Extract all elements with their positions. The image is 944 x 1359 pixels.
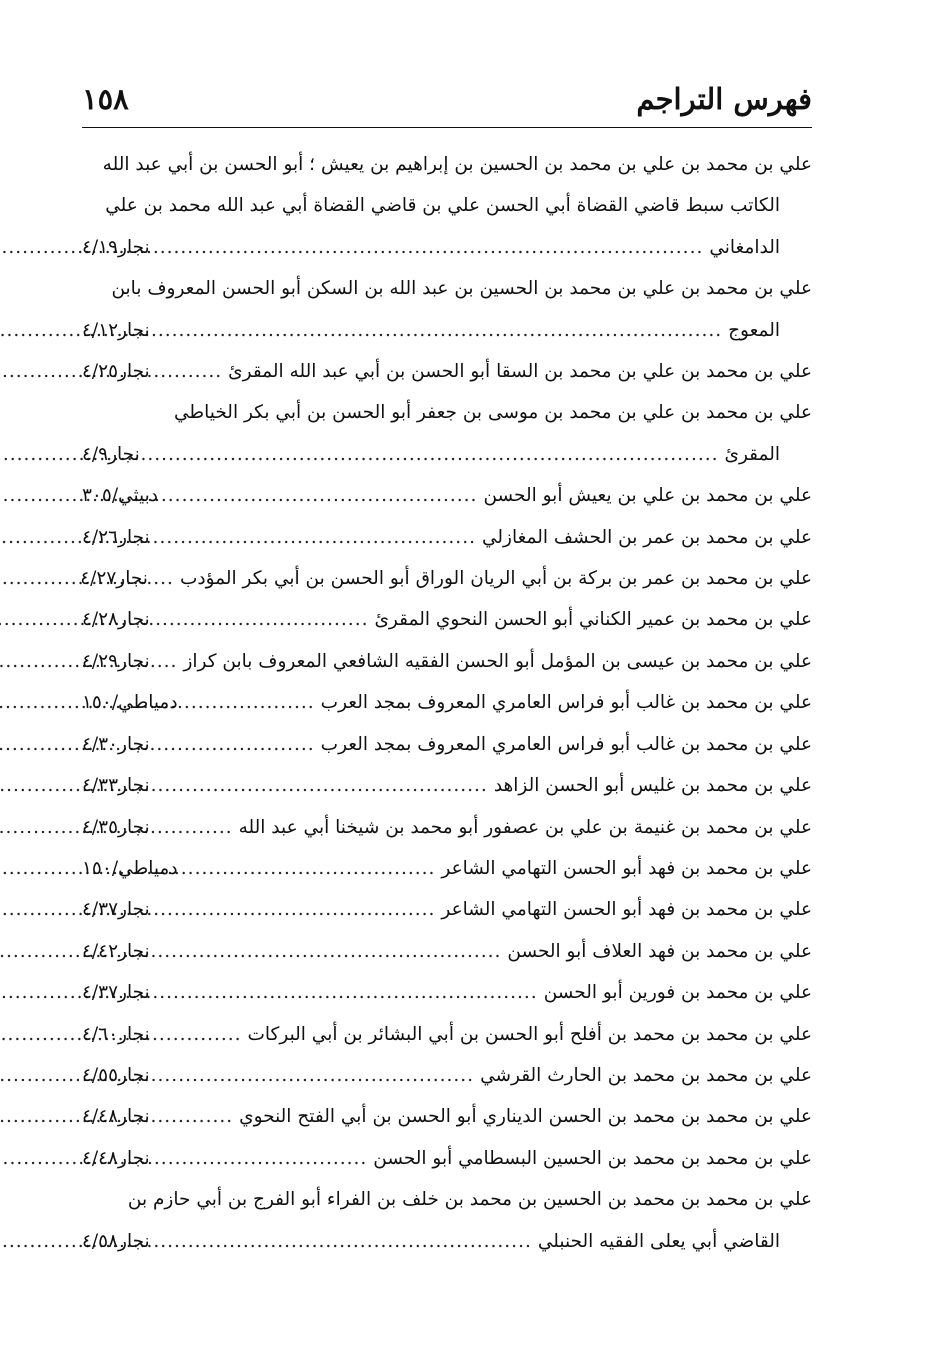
index-entry bbox=[82, 1055, 812, 1096]
dot-leader bbox=[150, 641, 184, 682]
entry-reference: نجار٤/٢٨ bbox=[82, 609, 150, 631]
entry-text: علي بن محمد بن علي بن يعيش أبو الحسن bbox=[483, 485, 812, 507]
entry-line bbox=[82, 1096, 812, 1137]
entry-continuation-line bbox=[82, 227, 812, 268]
entry-line bbox=[82, 558, 812, 599]
entry-text: علي بن محمد بن علي بن محمد بن الحسين بن إبراهيم بن يعيش ؛ أبو الحسن بن أبي عبد الله bbox=[102, 154, 812, 175]
index-entry bbox=[82, 1014, 812, 1055]
index-entry bbox=[82, 807, 812, 848]
index-entry bbox=[82, 268, 812, 351]
index-entry bbox=[82, 889, 812, 930]
entry-reference: نجار٤/٢٧ bbox=[80, 568, 148, 590]
index-entry bbox=[82, 724, 812, 765]
index-entry bbox=[82, 765, 812, 806]
entry-line bbox=[82, 641, 812, 682]
entry-reference: نجار٤/٢٥ bbox=[82, 361, 150, 383]
entry-text: علي بن محمد بن غليس أبو الحسن الزاهد bbox=[493, 775, 812, 797]
page-header bbox=[82, 70, 812, 128]
index-entry bbox=[82, 931, 812, 972]
index-entry bbox=[82, 1096, 812, 1137]
entry-line bbox=[82, 807, 812, 848]
entry-line bbox=[82, 972, 812, 1013]
entry-line bbox=[82, 1014, 812, 1055]
entry-text: علي بن محمد بن علي بن محمد بن الحسين بن عبد الله بن السكن أبو الحسن المعروف بابن bbox=[111, 278, 812, 300]
dot-leader bbox=[150, 765, 494, 806]
dot-leader bbox=[150, 517, 482, 558]
index-entry bbox=[82, 599, 812, 640]
entry-line bbox=[82, 144, 812, 185]
entry-line bbox=[82, 1055, 812, 1096]
entry-line bbox=[82, 1138, 812, 1179]
index-entry bbox=[82, 392, 812, 475]
dot-leader bbox=[150, 807, 239, 848]
entry-text: علي بن محمد بن محمد بن الحسين البسطامي أبو الحسن bbox=[373, 1147, 812, 1169]
entry-reference: نجار٤/٤٨ bbox=[82, 1147, 150, 1169]
dot-leader bbox=[150, 351, 228, 392]
entry-reference: نجار٤/٣٠ bbox=[82, 733, 150, 755]
entry-text: علي بن محمد بن محمد بن الحسين بن محمد بن خلف بن الفراء أبو الفرج بن أبي حازم بن bbox=[127, 1189, 812, 1211]
entry-reference: نجار٤/٥٨ bbox=[82, 1230, 150, 1252]
entry-line bbox=[82, 351, 812, 392]
page-title: فهرس التراجم bbox=[636, 82, 812, 116]
entry-reference: نجار٤/٩ bbox=[82, 443, 140, 465]
dot-leader bbox=[178, 848, 442, 889]
dot-leader bbox=[150, 1055, 480, 1096]
dot-leader bbox=[150, 1096, 239, 1137]
entry-line bbox=[82, 1179, 812, 1220]
entry-line bbox=[82, 682, 812, 723]
index-entry bbox=[82, 517, 812, 558]
entry-text: علي بن محمد بن غنيمة بن علي بن عصفور أبو محمد بن شيخنا أبي عبد الله bbox=[238, 816, 812, 838]
entry-line bbox=[82, 931, 812, 972]
index-entry bbox=[82, 144, 812, 268]
entry-reference: نجار٤/٢٩ bbox=[82, 650, 150, 672]
entry-text: علي بن محمد بن فورين أبو الحسن bbox=[543, 982, 812, 1004]
entry-reference: نجار٤/١٢ bbox=[82, 319, 150, 341]
entry-continuation-line bbox=[82, 310, 812, 351]
entry-text: علي بن محمد بن عيسى بن المؤمل أبو الحسن الفقيه الشافعي المعروف بابن كراز bbox=[183, 650, 812, 672]
index-entries bbox=[82, 144, 812, 1262]
dot-leader bbox=[150, 889, 442, 930]
entry-text: علي بن محمد بن فهد أبو الحسن التهامي الشاعر bbox=[441, 899, 812, 921]
entry-text: المعوج bbox=[728, 319, 780, 341]
entry-text: القاضي أبي يعلى الفقيه الحنبلي bbox=[537, 1230, 780, 1252]
entry-text: علي بن محمد بن علي بن محمد بن موسى بن جعفر أبو الحسن بن أبي بكر الخياطي bbox=[174, 402, 812, 424]
entry-line bbox=[82, 724, 812, 765]
header-rule bbox=[82, 127, 812, 128]
dot-leader bbox=[150, 724, 321, 765]
entry-line bbox=[82, 848, 812, 889]
entry-line bbox=[82, 392, 812, 433]
dot-leader bbox=[150, 972, 544, 1013]
dot-leader bbox=[150, 931, 508, 972]
entry-reference: نجار٤/٣٧ bbox=[82, 899, 150, 921]
entry-reference: دبيثي/٣٠٥ bbox=[82, 485, 159, 507]
entry-text: علي بن محمد بن فهد العلاف أبو الحسن bbox=[507, 940, 812, 962]
entry-reference: دمياطي/١٥٠ bbox=[82, 692, 178, 714]
entry-line bbox=[82, 599, 812, 640]
index-entry bbox=[82, 848, 812, 889]
entry-text: علي بن محمد بن غالب أبو فراس العامري المعروف بمجد العرب bbox=[320, 733, 812, 755]
entry-reference: نجار٤/٣٣ bbox=[82, 775, 150, 797]
entry-text: المقرئ bbox=[724, 443, 780, 465]
dot-leader bbox=[150, 310, 728, 351]
entry-text: الدامغاني bbox=[709, 236, 780, 258]
entry-text: علي بن محمد بن محمد بن أفلح أبو الحسن بن أبي البشائر بن أبي البركات bbox=[247, 1023, 812, 1045]
entry-line bbox=[82, 765, 812, 806]
entry-reference: نجار٤/٥٥ bbox=[82, 1064, 150, 1086]
entry-reference: نجار٤/٦٠ bbox=[82, 1023, 150, 1045]
index-entry bbox=[82, 972, 812, 1013]
entry-text: علي بن محمد بن فهد أبو الحسن التهامي الشاعر bbox=[441, 857, 812, 879]
entry-line bbox=[82, 517, 812, 558]
entry-line bbox=[82, 889, 812, 930]
entry-text: علي بن محمد بن عمر بن الحشف المغازلي bbox=[481, 526, 812, 548]
index-entry bbox=[82, 1179, 812, 1262]
index-entry bbox=[82, 475, 812, 516]
dot-leader bbox=[150, 599, 375, 640]
entry-line bbox=[82, 475, 812, 516]
entry-text: علي بن محمد بن محمد بن الحارث القرشي bbox=[480, 1064, 812, 1086]
dot-leader bbox=[178, 682, 321, 723]
entry-continuation-line bbox=[82, 1221, 812, 1262]
entry-reference: دمياطي/١٥٠ bbox=[82, 857, 178, 879]
entry-text: علي بن محمد بن غالب أبو فراس العامري المعروف بمجد العرب bbox=[320, 692, 812, 714]
entry-text: الكاتب سبط قاضي القضاة أبي الحسن علي بن قاضي القضاة أبي عبد الله محمد بن علي bbox=[105, 195, 780, 217]
index-entry bbox=[82, 558, 812, 599]
entry-text: علي بن محمد بن محمد بن الحسن الديناري أبو الحسن بن أبي الفتح النحوي bbox=[239, 1106, 812, 1128]
dot-leader bbox=[150, 1138, 374, 1179]
entry-reference: نجار٤/٣٧ bbox=[82, 982, 150, 1004]
entry-text: علي بن محمد بن عمر بن بركة بن أبي الريان الوراق أبو الحسن بن أبي بكر المؤدب bbox=[179, 568, 812, 590]
index-entry bbox=[82, 641, 812, 682]
index-entry bbox=[82, 1138, 812, 1179]
dot-leader bbox=[140, 434, 725, 475]
dot-leader bbox=[148, 558, 180, 599]
page-number: ١٥٨ bbox=[82, 82, 129, 116]
index-entry bbox=[82, 682, 812, 723]
entry-reference: نجار٤/٤٨ bbox=[82, 1106, 150, 1128]
entry-reference: نجار٤/١٩ bbox=[82, 236, 150, 258]
entry-reference: نجار٤/٤٢ bbox=[82, 940, 150, 962]
entry-continuation-line bbox=[82, 185, 812, 226]
entry-line bbox=[82, 268, 812, 309]
dot-leader bbox=[150, 1221, 538, 1262]
entry-text: علي بن محمد بن عمير الكناني أبو الحسن النحوي المقرئ bbox=[374, 609, 812, 631]
entry-reference: نجار٤/٢٦ bbox=[82, 526, 150, 548]
entry-continuation-line bbox=[82, 434, 812, 475]
dot-leader bbox=[150, 227, 710, 268]
entry-text: علي بن محمد بن علي بن محمد بن السقا أبو الحسن بن أبي عبد الله المقرئ bbox=[228, 361, 812, 383]
dot-leader bbox=[158, 475, 483, 516]
index-entry bbox=[82, 351, 812, 392]
entry-reference: نجار٤/٣٥ bbox=[82, 816, 150, 838]
dot-leader bbox=[150, 1014, 248, 1055]
